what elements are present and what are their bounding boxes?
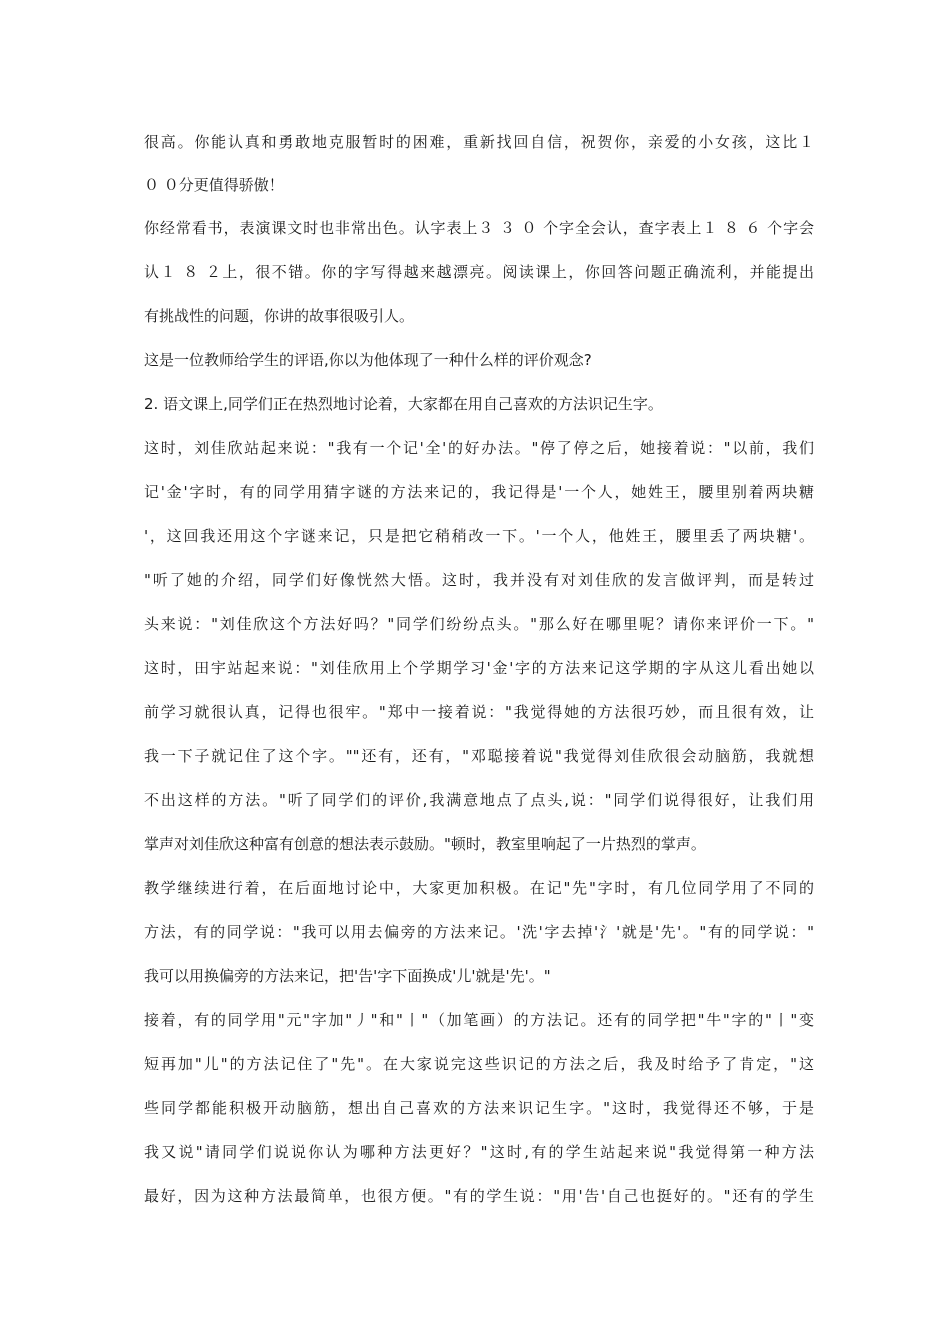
text-line: 不出这样的方法。"听了同学们的评价,我满意地点了点头,说："同学们说得很好，让我们用	[144, 791, 814, 809]
text-line: 很高。你能认真和勇敢地克服暂时的困难，重新找回自信，祝贺你，亲爱的小女孩，这比１	[144, 133, 814, 151]
text-line: 这是一位教师给学生的评语,你以为他体现了一种什么样的评价观念?	[144, 351, 592, 369]
text-line: 掌声对刘佳欣这种富有创意的想法表示鼓励。"顿时，教室里响起了一片热烈的掌声。	[144, 835, 706, 853]
text-line: 认１ ８ ２上，很不错。你的字写得越来越漂亮。阅读课上，你回答问题正确流利，并能提出	[144, 263, 814, 281]
text-line: 最好，因为这种方法最简单，也很方便。"有的学生说："用'告'自己也挺好的。"还有的学生	[144, 1187, 814, 1205]
text-line: 头来说："刘佳欣这个方法好吗？"同学们纷纷点头。"那么好在哪里呢？请你来评价一下。"	[144, 615, 814, 633]
text-line: ０ ０分更值得骄傲！	[144, 176, 284, 194]
text-line: '，这回我还用这个字谜来记，只是把它稍稍改一下。'一个人，他姓王，腰里丢了两块糖'。	[144, 527, 814, 545]
text-line: 记'金'字时，有的同学用猜字谜的方法来记的，我记得是'一个人，她姓王，腰里别着两块糖	[144, 483, 814, 501]
text-line: 接着，有的同学用"元"字加"丿"和"丨"（加笔画）的方法记。还有的同学把"牛"字的"丨"变	[144, 1011, 814, 1029]
text-line: 我又说"请同学们说说你认为哪种方法更好？"这时,有的学生站起来说"我觉得第一种方法	[144, 1143, 814, 1161]
text-line: 有挑战性的问题，你讲的故事很吸引人。	[144, 307, 415, 325]
text-line: "听了她的介绍，同学们好像恍然大悟。这时，我并没有对刘佳欣的发言做评判，而是转过	[144, 571, 814, 589]
text-line: 教学继续进行着，在后面地讨论中，大家更加积极。在记"先"字时，有几位同学用了不同的	[144, 879, 814, 897]
text-line: 方法，有的同学说："我可以用去偏旁的方法来记。'洗'字去掉'氵'就是'先'。"有的同学说："	[144, 923, 814, 941]
text-line: 些同学都能积极开动脑筋，想出自己喜欢的方法来识记生字。"这时，我觉得还不够，于是	[144, 1099, 814, 1117]
text-line: 我可以用换偏旁的方法来记，把'告'字下面换成'儿'就是'先'。"	[144, 967, 551, 985]
text-line: 这时，刘佳欣站起来说："我有一个记'全'的好办法。"停了停之后，她接着说："以前，我们	[144, 439, 814, 457]
text-line: 前学习就很认真，记得也很牢。"郑中一接着说："我觉得她的方法很巧妙，而且很有效，让	[144, 703, 814, 721]
question-heading: 2. 语文课上,同学们正在热烈地讨论着，大家都在用自己喜欢的方法识记生字。	[144, 395, 663, 413]
text-line: 短再加"儿"的方法记住了"先"。在大家说完这些识记的方法之后，我及时给予了肯定，"这	[144, 1055, 814, 1073]
text-line: 你经常看书，表演课文时也非常出色。认字表上３ ３ ０ 个字全会认，查字表上１ ８ ６ 个字会	[144, 219, 814, 237]
text-line: 我一下子就记住了这个字。""还有，还有，"邓聪接着说"我觉得刘佳欣很会动脑筋，我就想	[144, 747, 814, 765]
text-line: 这时，田宇站起来说："刘佳欣用上个学期学习'金'字的方法来记这学期的字从这儿看出她以	[144, 659, 814, 677]
